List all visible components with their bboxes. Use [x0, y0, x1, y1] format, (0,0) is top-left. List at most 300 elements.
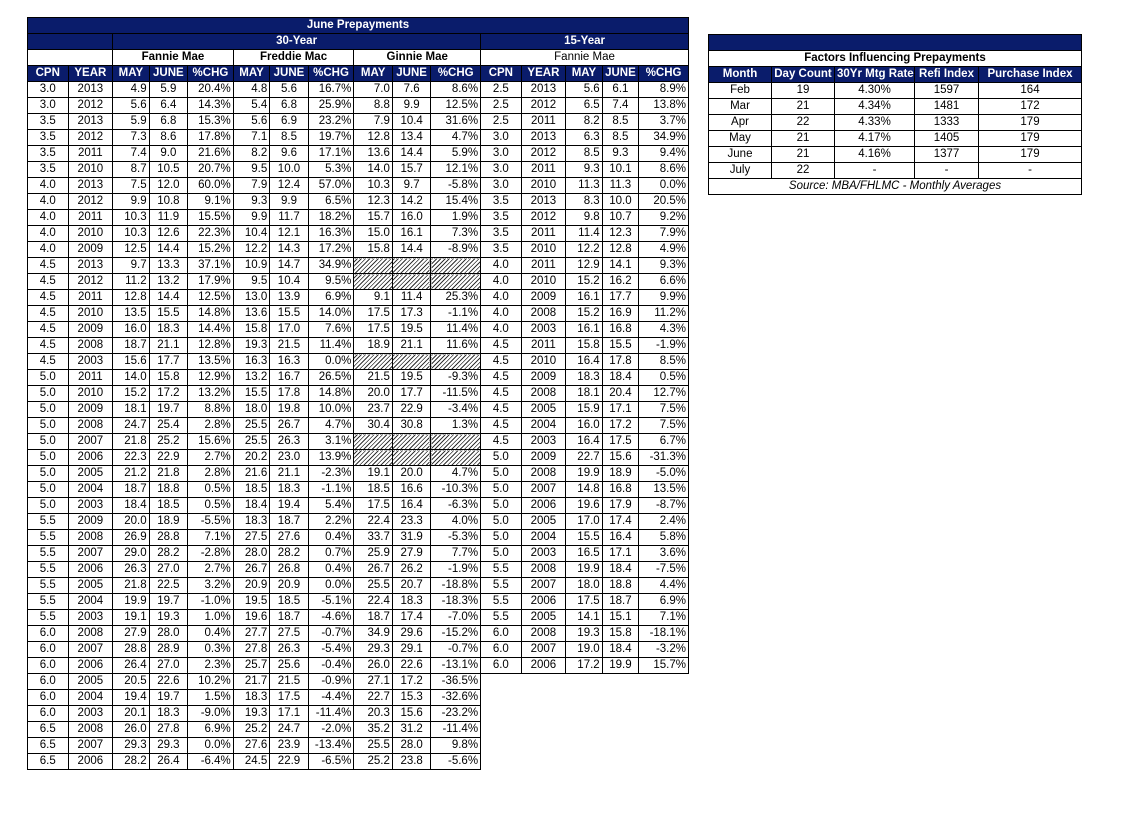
- cell-cpn: 5.5: [28, 530, 69, 546]
- cell-june15: 17.1: [602, 402, 638, 418]
- cell-freddie-chg: 14.8%: [308, 386, 354, 402]
- cell-may15: 17.2: [566, 658, 602, 674]
- cell-june15: 15.6: [602, 450, 638, 466]
- cell-ginnie-june: 9.9: [392, 98, 431, 114]
- cell-june15: 15.1: [602, 610, 638, 626]
- cell-ginnie-june: [392, 258, 431, 274]
- agency-ginnie: Ginnie Mae: [354, 50, 481, 66]
- cell-fannie-may: 7.5: [113, 178, 149, 194]
- cell-fannie-june: 19.3: [149, 610, 188, 626]
- cell-fannie-june: 27.0: [149, 658, 188, 674]
- cell-ginnie-chg: -18.3%: [431, 594, 481, 610]
- cell-june15: 12.3: [602, 226, 638, 242]
- cell-year15: 2011: [521, 258, 566, 274]
- cell-may15: 11.4: [566, 226, 602, 242]
- cell-cpn15: 5.5: [481, 594, 522, 610]
- cell-ginnie-may: 25.9: [354, 546, 393, 562]
- col-june: JUNE: [602, 66, 638, 82]
- cell-year: 2010: [68, 306, 113, 322]
- cell-fannie-chg: -9.0%: [188, 706, 234, 722]
- cell-may15: 9.3: [566, 162, 602, 178]
- cell-year15: 2009: [521, 450, 566, 466]
- cell-freddie-june: 25.6: [270, 658, 309, 674]
- cell-fannie-may: 22.3: [113, 450, 149, 466]
- factors-cell: -: [835, 163, 915, 179]
- cell-freddie-june: 22.9: [270, 754, 309, 770]
- cell-chg15: 7.5%: [639, 402, 689, 418]
- cell-cpn: 6.5: [28, 722, 69, 738]
- cell-chg15: -3.2%: [639, 642, 689, 658]
- cell-fannie-may: 9.7: [113, 258, 149, 274]
- cell-year: 2007: [68, 738, 113, 754]
- cell-fannie-chg: 6.9%: [188, 722, 234, 738]
- cell-fannie-june: 18.5: [149, 498, 188, 514]
- cell-year15: 2011: [521, 338, 566, 354]
- cell-ginnie-june: [392, 434, 431, 450]
- cell-ginnie-may: 21.5: [354, 370, 393, 386]
- cell-ginnie-chg: 31.6%: [431, 114, 481, 130]
- cell-year15: 2011: [521, 226, 566, 242]
- cell-year: 2010: [68, 162, 113, 178]
- cell-ginnie-june: 22.6: [392, 658, 431, 674]
- june-prepayments-table: [27, 17, 689, 770]
- factors-row: [709, 147, 1082, 163]
- cell-june15: 16.8: [602, 322, 638, 338]
- col-may: MAY: [233, 66, 269, 82]
- table-row: [28, 274, 689, 290]
- cell-freddie-june: 18.7: [270, 610, 309, 626]
- cell-fannie-chg: 14.8%: [188, 306, 234, 322]
- cell-may15: 15.2: [566, 306, 602, 322]
- cell-ginnie-chg: 5.9%: [431, 146, 481, 162]
- cell-freddie-may: 25.5: [233, 418, 269, 434]
- cell-chg15: 6.9%: [639, 594, 689, 610]
- factors-cell: 22: [772, 115, 835, 131]
- cell-fannie-may: 7.3: [113, 130, 149, 146]
- col-cpn: CPN: [481, 66, 522, 82]
- cell-freddie-june: 21.1: [270, 466, 309, 482]
- col-year: YEAR: [68, 66, 113, 82]
- cell-ginnie-may: 9.1: [354, 290, 393, 306]
- col-chg: %CHG: [188, 66, 234, 82]
- cell-ginnie-june: 20.7: [392, 578, 431, 594]
- empty-cell: [639, 722, 689, 738]
- cell-fannie-may: 4.9: [113, 82, 149, 98]
- cell-cpn15: 4.0: [481, 290, 522, 306]
- factors-col-rate: 30Yr Mtg Rate: [835, 67, 915, 83]
- table-row: [28, 418, 689, 434]
- cell-ginnie-chg: -6.3%: [431, 498, 481, 514]
- cell-cpn15: 4.5: [481, 338, 522, 354]
- cell-june15: 11.3: [602, 178, 638, 194]
- cell-ginnie-may: 33.7: [354, 530, 393, 546]
- cell-fannie-may: 10.3: [113, 210, 149, 226]
- cell-ginnie-chg: -3.4%: [431, 402, 481, 418]
- cell-year: 2008: [68, 338, 113, 354]
- cell-ginnie-may: 34.9: [354, 626, 393, 642]
- factors-cell: 1597: [915, 83, 979, 99]
- factors-cell: 179: [979, 131, 1082, 147]
- cell-fannie-chg: 0.5%: [188, 482, 234, 498]
- cell-freddie-may: 13.0: [233, 290, 269, 306]
- cell-june15: 17.9: [602, 498, 638, 514]
- table-row: [28, 98, 689, 114]
- cell-freddie-chg: -2.0%: [308, 722, 354, 738]
- cell-cpn: 5.0: [28, 434, 69, 450]
- cell-may15: 8.5: [566, 146, 602, 162]
- cell-ginnie-june: 13.4: [392, 130, 431, 146]
- cell-fannie-may: 26.0: [113, 722, 149, 738]
- empty-cell: [521, 754, 566, 770]
- cell-year: 2012: [68, 130, 113, 146]
- factors-title: Factors Influencing Prepayments: [709, 51, 1082, 67]
- cell-fannie-chg: 0.5%: [188, 498, 234, 514]
- cell-cpn15: 4.5: [481, 386, 522, 402]
- cell-fannie-chg: 12.8%: [188, 338, 234, 354]
- empty-cell: [481, 690, 522, 706]
- cell-year: 2012: [68, 194, 113, 210]
- cell-may15: 18.1: [566, 386, 602, 402]
- cell-year15: 2013: [521, 82, 566, 98]
- cell-freddie-chg: 7.6%: [308, 322, 354, 338]
- prepay-body: [28, 82, 689, 770]
- table-row: [28, 226, 689, 242]
- cell-freddie-june: 27.5: [270, 626, 309, 642]
- cell-ginnie-chg: 12.1%: [431, 162, 481, 178]
- cell-freddie-may: 9.5: [233, 162, 269, 178]
- cell-fannie-chg: 0.4%: [188, 626, 234, 642]
- cell-ginnie-chg: [431, 450, 481, 466]
- cell-ginnie-chg: -10.3%: [431, 482, 481, 498]
- cell-may15: 16.0: [566, 418, 602, 434]
- cell-freddie-may: 16.3: [233, 354, 269, 370]
- cell-ginnie-june: 19.5: [392, 370, 431, 386]
- cell-ginnie-may: 15.7: [354, 210, 393, 226]
- cell-freddie-may: 27.5: [233, 530, 269, 546]
- cell-fannie-chg: 2.7%: [188, 562, 234, 578]
- cell-cpn15: 3.0: [481, 178, 522, 194]
- cell-fannie-june: 8.6: [149, 130, 188, 146]
- cell-cpn: 5.5: [28, 610, 69, 626]
- cell-freddie-chg: 0.4%: [308, 562, 354, 578]
- cell-freddie-june: 10.4: [270, 274, 309, 290]
- factors-cell: May: [709, 131, 772, 147]
- cell-ginnie-june: 20.0: [392, 466, 431, 482]
- table-row: [28, 114, 689, 130]
- cell-june15: 17.5: [602, 434, 638, 450]
- cell-year15: 2005: [521, 402, 566, 418]
- table-row: [28, 370, 689, 386]
- cell-cpn: 6.0: [28, 658, 69, 674]
- cell-cpn15: 3.5: [481, 242, 522, 258]
- table-row: [28, 706, 689, 722]
- cell-cpn15: 4.0: [481, 274, 522, 290]
- empty-cell: [602, 706, 638, 722]
- cell-chg15: 13.5%: [639, 482, 689, 498]
- cell-chg15: 15.7%: [639, 658, 689, 674]
- cell-june15: 15.5: [602, 338, 638, 354]
- cell-fannie-chg: 15.2%: [188, 242, 234, 258]
- factors-cell: 4.30%: [835, 83, 915, 99]
- cell-fannie-may: 16.0: [113, 322, 149, 338]
- cell-freddie-june: 12.1: [270, 226, 309, 242]
- cell-freddie-june: 5.6: [270, 82, 309, 98]
- cell-cpn15: 6.0: [481, 642, 522, 658]
- cell-freddie-june: 8.5: [270, 130, 309, 146]
- cell-fannie-chg: 15.5%: [188, 210, 234, 226]
- factors-cell: 1481: [915, 99, 979, 115]
- cell-ginnie-june: 10.4: [392, 114, 431, 130]
- cell-freddie-june: 10.0: [270, 162, 309, 178]
- cell-cpn15: 5.5: [481, 610, 522, 626]
- cell-ginnie-june: 17.7: [392, 386, 431, 402]
- cell-chg15: 13.8%: [639, 98, 689, 114]
- cell-freddie-chg: 6.5%: [308, 194, 354, 210]
- cell-ginnie-june: 31.2: [392, 722, 431, 738]
- cell-ginnie-chg: 11.4%: [431, 322, 481, 338]
- factors-row: [709, 99, 1082, 115]
- cell-fannie-chg: -6.4%: [188, 754, 234, 770]
- cell-fannie-june: 13.3: [149, 258, 188, 274]
- cell-may15: 11.3: [566, 178, 602, 194]
- factors-title-bar: [709, 35, 1082, 51]
- cell-june15: 9.3: [602, 146, 638, 162]
- factors-cell: -: [915, 163, 979, 179]
- cell-year15: 2010: [521, 242, 566, 258]
- cell-ginnie-may: 22.7: [354, 690, 393, 706]
- cell-year: 2011: [68, 370, 113, 386]
- cell-fannie-june: 26.4: [149, 754, 188, 770]
- cell-chg15: -8.7%: [639, 498, 689, 514]
- table-row: [28, 434, 689, 450]
- cell-may15: 17.5: [566, 594, 602, 610]
- cell-year: 2005: [68, 674, 113, 690]
- cell-ginnie-may: [354, 258, 393, 274]
- cell-fannie-may: 21.8: [113, 578, 149, 594]
- cell-cpn: 4.0: [28, 178, 69, 194]
- cell-june15: 18.7: [602, 594, 638, 610]
- cell-cpn: 5.5: [28, 546, 69, 562]
- cell-year: 2004: [68, 690, 113, 706]
- cell-ginnie-may: 7.9: [354, 114, 393, 130]
- cell-may15: 16.1: [566, 290, 602, 306]
- cell-freddie-chg: 6.9%: [308, 290, 354, 306]
- col-may: MAY: [354, 66, 393, 82]
- cell-may15: 19.6: [566, 498, 602, 514]
- cell-freddie-chg: -2.3%: [308, 466, 354, 482]
- cell-may15: 18.0: [566, 578, 602, 594]
- col-june: JUNE: [270, 66, 309, 82]
- cell-freddie-may: 9.3: [233, 194, 269, 210]
- cell-may15: 15.5: [566, 530, 602, 546]
- cell-june15: 14.1: [602, 258, 638, 274]
- cell-ginnie-chg: 4.7%: [431, 130, 481, 146]
- cell-ginnie-june: 16.0: [392, 210, 431, 226]
- cell-freddie-chg: -11.4%: [308, 706, 354, 722]
- empty-cell: [481, 738, 522, 754]
- cell-chg15: -5.0%: [639, 466, 689, 482]
- cell-chg15: 6.6%: [639, 274, 689, 290]
- cell-freddie-chg: 17.1%: [308, 146, 354, 162]
- cell-ginnie-chg: 1.9%: [431, 210, 481, 226]
- cell-freddie-may: 19.6: [233, 610, 269, 626]
- cell-fannie-chg: 15.6%: [188, 434, 234, 450]
- factors-col-month: Month: [709, 67, 772, 83]
- cell-freddie-may: 20.9: [233, 578, 269, 594]
- cell-freddie-june: 6.9: [270, 114, 309, 130]
- cell-cpn15: 3.0: [481, 130, 522, 146]
- cell-freddie-june: 21.5: [270, 674, 309, 690]
- cell-ginnie-june: 17.3: [392, 306, 431, 322]
- cell-chg15: 3.6%: [639, 546, 689, 562]
- cell-ginnie-june: [392, 274, 431, 290]
- cell-freddie-may: 27.8: [233, 642, 269, 658]
- table-row: [28, 674, 689, 690]
- empty-cell: [566, 722, 602, 738]
- cell-year: 2009: [68, 402, 113, 418]
- cell-fannie-june: 17.2: [149, 386, 188, 402]
- cell-june15: 6.1: [602, 82, 638, 98]
- cell-cpn: 5.0: [28, 466, 69, 482]
- cell-june15: 18.4: [602, 370, 638, 386]
- cell-freddie-may: 10.9: [233, 258, 269, 274]
- cell-year15: 2008: [521, 386, 566, 402]
- cell-chg15: 4.3%: [639, 322, 689, 338]
- cell-ginnie-chg: -5.6%: [431, 754, 481, 770]
- cell-chg15: -1.9%: [639, 338, 689, 354]
- factors-cell: 1333: [915, 115, 979, 131]
- cell-cpn: 5.0: [28, 450, 69, 466]
- factors-body: [709, 83, 1082, 179]
- cell-fannie-chg: 2.3%: [188, 658, 234, 674]
- cell-ginnie-may: 17.5: [354, 498, 393, 514]
- table-row: [28, 610, 689, 626]
- cell-fannie-chg: 20.7%: [188, 162, 234, 178]
- cell-fannie-may: 24.7: [113, 418, 149, 434]
- cell-ginnie-may: 23.7: [354, 402, 393, 418]
- cell-ginnie-may: 20.3: [354, 706, 393, 722]
- cell-cpn: 5.5: [28, 562, 69, 578]
- cell-ginnie-june: 15.6: [392, 706, 431, 722]
- cell-year: 2013: [68, 178, 113, 194]
- cell-june15: 19.9: [602, 658, 638, 674]
- cell-ginnie-may: 25.2: [354, 754, 393, 770]
- cell-year: 2006: [68, 450, 113, 466]
- factors-row: [709, 115, 1082, 131]
- cell-ginnie-may: 25.5: [354, 578, 393, 594]
- table-row: [28, 578, 689, 594]
- cell-ginnie-may: 13.6: [354, 146, 393, 162]
- table-row: [28, 514, 689, 530]
- cell-freddie-chg: 11.4%: [308, 338, 354, 354]
- cell-june15: 8.5: [602, 114, 638, 130]
- cell-freddie-may: 21.6: [233, 466, 269, 482]
- cell-ginnie-may: 8.8: [354, 98, 393, 114]
- cell-year: 2005: [68, 578, 113, 594]
- empty-cell: [481, 706, 522, 722]
- cell-ginnie-may: 17.5: [354, 306, 393, 322]
- cell-freddie-chg: -0.7%: [308, 626, 354, 642]
- cell-ginnie-june: 15.7: [392, 162, 431, 178]
- cell-june15: 10.0: [602, 194, 638, 210]
- cell-freddie-may: 5.4: [233, 98, 269, 114]
- table-row: [28, 594, 689, 610]
- cell-freddie-may: 18.0: [233, 402, 269, 418]
- cell-year15: 2006: [521, 498, 566, 514]
- cell-fannie-june: 25.2: [149, 434, 188, 450]
- cell-fannie-chg: 14.4%: [188, 322, 234, 338]
- cell-freddie-may: 4.8: [233, 82, 269, 98]
- cell-freddie-june: 16.3: [270, 354, 309, 370]
- cell-fannie-chg: 1.0%: [188, 610, 234, 626]
- cell-freddie-chg: 2.2%: [308, 514, 354, 530]
- cell-fannie-may: 26.9: [113, 530, 149, 546]
- empty-cell: [602, 738, 638, 754]
- cell-fannie-june: 13.2: [149, 274, 188, 290]
- cell-june15: 17.7: [602, 290, 638, 306]
- cell-freddie-june: 21.5: [270, 338, 309, 354]
- cell-chg15: 8.5%: [639, 354, 689, 370]
- cell-ginnie-may: [354, 434, 393, 450]
- cell-freddie-june: 14.3: [270, 242, 309, 258]
- cell-may15: 6.3: [566, 130, 602, 146]
- cell-freddie-may: 25.7: [233, 658, 269, 674]
- empty-cell: [521, 674, 566, 690]
- empty-cell: [481, 754, 522, 770]
- cell-freddie-may: 18.3: [233, 514, 269, 530]
- table-row: [28, 130, 689, 146]
- cell-freddie-chg: 0.0%: [308, 354, 354, 370]
- cell-fannie-chg: 8.8%: [188, 402, 234, 418]
- cell-ginnie-chg: 4.0%: [431, 514, 481, 530]
- cell-cpn15: 3.5: [481, 210, 522, 226]
- cell-year15: 2010: [521, 354, 566, 370]
- cell-ginnie-chg: -11.5%: [431, 386, 481, 402]
- cell-cpn: 4.0: [28, 210, 69, 226]
- cell-ginnie-june: 27.9: [392, 546, 431, 562]
- cell-year: 2004: [68, 594, 113, 610]
- table-row: [28, 754, 689, 770]
- cell-year: 2008: [68, 530, 113, 546]
- cell-cpn15: 6.0: [481, 658, 522, 674]
- cell-freddie-may: 9.9: [233, 210, 269, 226]
- cell-freddie-june: 9.9: [270, 194, 309, 210]
- cell-year15: 2005: [521, 514, 566, 530]
- cell-freddie-chg: -13.4%: [308, 738, 354, 754]
- cell-cpn: 5.0: [28, 482, 69, 498]
- cell-year15: 2010: [521, 178, 566, 194]
- empty-cell: [602, 754, 638, 770]
- cell-chg15: 9.9%: [639, 290, 689, 306]
- cell-ginnie-chg: -11.4%: [431, 722, 481, 738]
- table-row: [28, 338, 689, 354]
- cell-freddie-chg: 16.3%: [308, 226, 354, 242]
- cell-year15: 2004: [521, 418, 566, 434]
- cell-ginnie-june: 14.4: [392, 146, 431, 162]
- cell-fannie-may: 13.5: [113, 306, 149, 322]
- cell-chg15: 7.5%: [639, 418, 689, 434]
- empty-cell: [521, 722, 566, 738]
- agency-fannie-15: Fannie Mae: [481, 50, 689, 66]
- cell-fannie-june: 10.5: [149, 162, 188, 178]
- cell-fannie-june: 21.1: [149, 338, 188, 354]
- cell-ginnie-may: 19.1: [354, 466, 393, 482]
- cell-chg15: 2.4%: [639, 514, 689, 530]
- cell-year15: 2012: [521, 98, 566, 114]
- cell-ginnie-june: 29.6: [392, 626, 431, 642]
- table-row: [28, 530, 689, 546]
- cell-freddie-chg: 10.0%: [308, 402, 354, 418]
